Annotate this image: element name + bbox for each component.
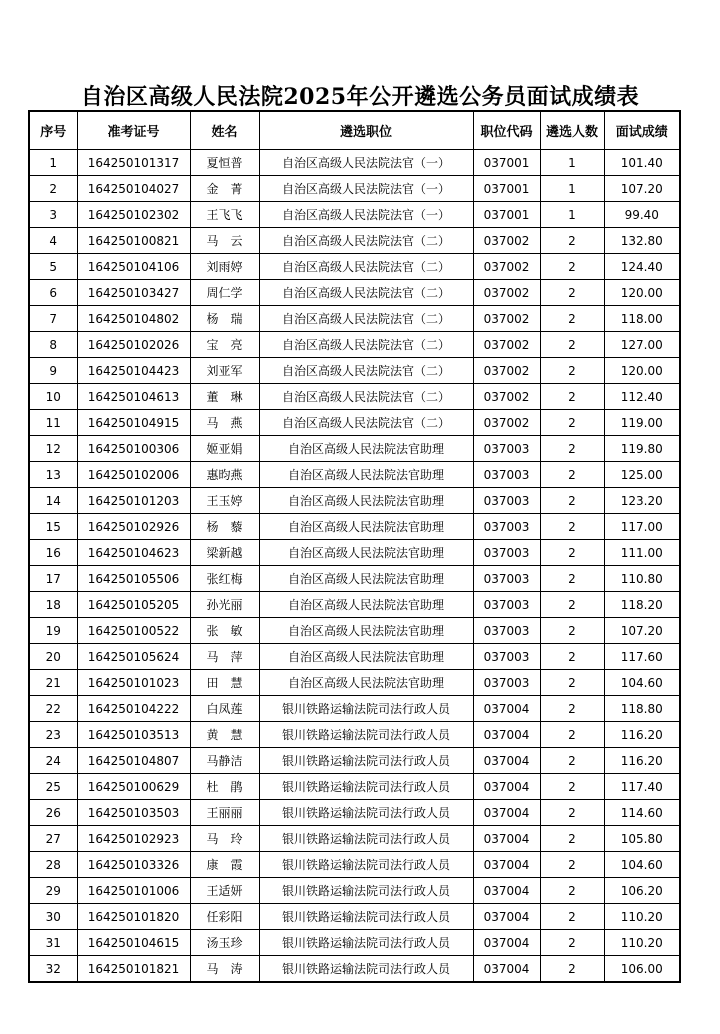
cell-exam-number: 164250104623: [77, 540, 190, 566]
cell-position: 自治区高级人民法院法官助理: [259, 436, 473, 462]
cell-interview-score: 110.80: [604, 566, 680, 592]
cell-position: 银川铁路运输法院司法行政人员: [259, 956, 473, 983]
cell-exam-number: 164250103503: [77, 800, 190, 826]
cell-interview-score: 117.00: [604, 514, 680, 540]
cell-index: 10: [29, 384, 77, 410]
header-exam-number: 准考证号: [77, 111, 190, 150]
table-body: [29, 150, 680, 983]
cell-exam-number: 164250102026: [77, 332, 190, 358]
cell-name: 杜 鹃: [190, 774, 259, 800]
cell-position-code: 037003: [473, 566, 540, 592]
table-row: [29, 384, 680, 410]
cell-quota: 2: [540, 280, 604, 306]
cell-interview-score: 120.00: [604, 280, 680, 306]
cell-position-code: 037002: [473, 358, 540, 384]
cell-index: 6: [29, 280, 77, 306]
cell-index: 28: [29, 852, 77, 878]
cell-name: 惠昀燕: [190, 462, 259, 488]
cell-index: 1: [29, 150, 77, 176]
table-row: [29, 800, 680, 826]
cell-name: 康 霞: [190, 852, 259, 878]
cell-position-code: 037001: [473, 176, 540, 202]
cell-quota: 2: [540, 748, 604, 774]
cell-interview-score: 101.40: [604, 150, 680, 176]
cell-quota: 2: [540, 410, 604, 436]
cell-index: 3: [29, 202, 77, 228]
cell-index: 4: [29, 228, 77, 254]
cell-exam-number: 164250102006: [77, 462, 190, 488]
cell-quota: 2: [540, 800, 604, 826]
cell-exam-number: 164250105506: [77, 566, 190, 592]
cell-index: 23: [29, 722, 77, 748]
cell-quota: 2: [540, 904, 604, 930]
cell-name: 姬亚娟: [190, 436, 259, 462]
cell-position-code: 037002: [473, 384, 540, 410]
cell-quota: 2: [540, 826, 604, 852]
cell-interview-score: 110.20: [604, 904, 680, 930]
cell-quota: 2: [540, 358, 604, 384]
cell-name: 黄 慧: [190, 722, 259, 748]
table-row: [29, 722, 680, 748]
cell-quota: 2: [540, 592, 604, 618]
cell-name: 马静洁: [190, 748, 259, 774]
cell-exam-number: 164250101023: [77, 670, 190, 696]
cell-index: 11: [29, 410, 77, 436]
table-row: [29, 696, 680, 722]
table-row: [29, 956, 680, 983]
cell-position: 银川铁路运输法院司法行政人员: [259, 826, 473, 852]
table-row: [29, 592, 680, 618]
cell-position-code: 037002: [473, 410, 540, 436]
cell-position-code: 037001: [473, 150, 540, 176]
table-row: [29, 176, 680, 202]
cell-interview-score: 124.40: [604, 254, 680, 280]
cell-position: 自治区高级人民法院法官（二）: [259, 306, 473, 332]
cell-name: 梁新越: [190, 540, 259, 566]
table-row: [29, 540, 680, 566]
header-position-code: 职位代码: [473, 111, 540, 150]
header-quota: 遴选人数: [540, 111, 604, 150]
cell-name: 孙光丽: [190, 592, 259, 618]
cell-interview-score: 106.20: [604, 878, 680, 904]
cell-index: 5: [29, 254, 77, 280]
cell-interview-score: 120.00: [604, 358, 680, 384]
cell-position: 自治区高级人民法院法官助理: [259, 540, 473, 566]
table-row: [29, 514, 680, 540]
cell-quota: 2: [540, 306, 604, 332]
header-index: 序号: [29, 111, 77, 150]
cell-index: 27: [29, 826, 77, 852]
cell-quota: 2: [540, 930, 604, 956]
cell-name: 周仁学: [190, 280, 259, 306]
cell-position: 银川铁路运输法院司法行政人员: [259, 748, 473, 774]
cell-exam-number: 164250101006: [77, 878, 190, 904]
cell-exam-number: 164250100629: [77, 774, 190, 800]
cell-name: 马 云: [190, 228, 259, 254]
cell-position: 银川铁路运输法院司法行政人员: [259, 774, 473, 800]
cell-exam-number: 164250104915: [77, 410, 190, 436]
cell-name: 董 琳: [190, 384, 259, 410]
cell-exam-number: 164250101317: [77, 150, 190, 176]
cell-name: 张 敏: [190, 618, 259, 644]
cell-quota: 1: [540, 202, 604, 228]
cell-position-code: 037003: [473, 670, 540, 696]
table-row: [29, 254, 680, 280]
cell-position-code: 037002: [473, 306, 540, 332]
cell-quota: 2: [540, 514, 604, 540]
cell-exam-number: 164250103427: [77, 280, 190, 306]
cell-position-code: 037004: [473, 930, 540, 956]
cell-position: 自治区高级人民法院法官（二）: [259, 332, 473, 358]
cell-position-code: 037004: [473, 696, 540, 722]
cell-index: 21: [29, 670, 77, 696]
cell-exam-number: 164250101821: [77, 956, 190, 983]
cell-name: 马 燕: [190, 410, 259, 436]
cell-position: 自治区高级人民法院法官（二）: [259, 280, 473, 306]
cell-quota: 2: [540, 462, 604, 488]
cell-index: 7: [29, 306, 77, 332]
header-name: 姓名: [190, 111, 259, 150]
table-row: [29, 436, 680, 462]
cell-interview-score: 118.20: [604, 592, 680, 618]
cell-exam-number: 164250104802: [77, 306, 190, 332]
cell-interview-score: 114.60: [604, 800, 680, 826]
cell-interview-score: 127.00: [604, 332, 680, 358]
cell-quota: 2: [540, 566, 604, 592]
cell-name: 汤玉珍: [190, 930, 259, 956]
cell-name: 王玉婷: [190, 488, 259, 514]
cell-name: 马 涛: [190, 956, 259, 983]
table-row: [29, 748, 680, 774]
cell-interview-score: 117.60: [604, 644, 680, 670]
cell-index: 26: [29, 800, 77, 826]
cell-name: 田 慧: [190, 670, 259, 696]
cell-interview-score: 106.00: [604, 956, 680, 983]
cell-position-code: 037004: [473, 826, 540, 852]
cell-position-code: 037004: [473, 774, 540, 800]
cell-exam-number: 164250101820: [77, 904, 190, 930]
cell-position: 自治区高级人民法院法官助理: [259, 592, 473, 618]
table-header-row: [29, 111, 680, 150]
cell-position: 自治区高级人民法院法官（一）: [259, 202, 473, 228]
cell-position: 自治区高级人民法院法官助理: [259, 618, 473, 644]
cell-position-code: 037003: [473, 644, 540, 670]
cell-quota: 1: [540, 176, 604, 202]
cell-position-code: 037004: [473, 748, 540, 774]
cell-index: 30: [29, 904, 77, 930]
cell-exam-number: 164250104423: [77, 358, 190, 384]
cell-position: 自治区高级人民法院法官助理: [259, 566, 473, 592]
table-row: [29, 202, 680, 228]
cell-index: 31: [29, 930, 77, 956]
cell-position: 自治区高级人民法院法官助理: [259, 462, 473, 488]
cell-position-code: 037002: [473, 254, 540, 280]
cell-exam-number: 164250102926: [77, 514, 190, 540]
cell-position-code: 037003: [473, 514, 540, 540]
cell-index: 32: [29, 956, 77, 983]
table-row: [29, 280, 680, 306]
cell-index: 8: [29, 332, 77, 358]
cell-index: 16: [29, 540, 77, 566]
cell-interview-score: 110.20: [604, 930, 680, 956]
cell-interview-score: 111.00: [604, 540, 680, 566]
cell-position: 自治区高级人民法院法官助理: [259, 488, 473, 514]
cell-quota: 2: [540, 332, 604, 358]
cell-exam-number: 164250102302: [77, 202, 190, 228]
cell-index: 20: [29, 644, 77, 670]
table-row: [29, 150, 680, 176]
cell-position-code: 037002: [473, 228, 540, 254]
table-row: [29, 332, 680, 358]
cell-interview-score: 132.80: [604, 228, 680, 254]
cell-name: 马 玲: [190, 826, 259, 852]
table-row: [29, 618, 680, 644]
cell-name: 宝 亮: [190, 332, 259, 358]
cell-interview-score: 119.80: [604, 436, 680, 462]
table-row: [29, 488, 680, 514]
cell-exam-number: 164250104027: [77, 176, 190, 202]
table-row: [29, 462, 680, 488]
cell-quota: 2: [540, 254, 604, 280]
cell-position: 银川铁路运输法院司法行政人员: [259, 800, 473, 826]
cell-quota: 2: [540, 644, 604, 670]
cell-position: 自治区高级人民法院法官（二）: [259, 410, 473, 436]
table-row: [29, 306, 680, 332]
cell-name: 杨 藜: [190, 514, 259, 540]
cell-position: 自治区高级人民法院法官助理: [259, 644, 473, 670]
table-row: [29, 358, 680, 384]
cell-index: 19: [29, 618, 77, 644]
cell-position-code: 037003: [473, 462, 540, 488]
cell-name: 金 菁: [190, 176, 259, 202]
cell-exam-number: 164250100522: [77, 618, 190, 644]
cell-position-code: 037004: [473, 852, 540, 878]
cell-interview-score: 112.40: [604, 384, 680, 410]
cell-index: 2: [29, 176, 77, 202]
cell-exam-number: 164250104222: [77, 696, 190, 722]
cell-position: 自治区高级人民法院法官（二）: [259, 358, 473, 384]
cell-quota: 2: [540, 436, 604, 462]
cell-exam-number: 164250102923: [77, 826, 190, 852]
cell-interview-score: 116.20: [604, 748, 680, 774]
cell-index: 25: [29, 774, 77, 800]
cell-interview-score: 104.60: [604, 852, 680, 878]
cell-quota: 2: [540, 540, 604, 566]
cell-index: 17: [29, 566, 77, 592]
cell-exam-number: 164250100306: [77, 436, 190, 462]
cell-position: 自治区高级人民法院法官（二）: [259, 228, 473, 254]
cell-name: 杨 瑞: [190, 306, 259, 332]
cell-position-code: 037003: [473, 488, 540, 514]
cell-exam-number: 164250101203: [77, 488, 190, 514]
cell-exam-number: 164250103513: [77, 722, 190, 748]
cell-quota: 2: [540, 670, 604, 696]
cell-quota: 2: [540, 488, 604, 514]
cell-index: 12: [29, 436, 77, 462]
table-row: [29, 930, 680, 956]
cell-quota: 2: [540, 384, 604, 410]
cell-interview-score: 116.20: [604, 722, 680, 748]
interview-score-table: [28, 110, 681, 983]
cell-index: 9: [29, 358, 77, 384]
document-title: 自治区高级人民法院2025年公开遴选公务员面试成绩表: [80, 83, 640, 110]
cell-name: 王丽丽: [190, 800, 259, 826]
cell-interview-score: 107.20: [604, 618, 680, 644]
cell-position: 自治区高级人民法院法官助理: [259, 670, 473, 696]
cell-name: 夏恒普: [190, 150, 259, 176]
cell-interview-score: 117.40: [604, 774, 680, 800]
cell-name: 刘雨婷: [190, 254, 259, 280]
table-row: [29, 566, 680, 592]
cell-exam-number: 164250104106: [77, 254, 190, 280]
cell-position: 银川铁路运输法院司法行政人员: [259, 904, 473, 930]
table-row: [29, 228, 680, 254]
cell-exam-number: 164250104615: [77, 930, 190, 956]
cell-interview-score: 123.20: [604, 488, 680, 514]
cell-position: 自治区高级人民法院法官助理: [259, 514, 473, 540]
cell-position-code: 037002: [473, 280, 540, 306]
table-row: [29, 410, 680, 436]
cell-position: 自治区高级人民法院法官（二）: [259, 384, 473, 410]
table-row: [29, 774, 680, 800]
table-row: [29, 904, 680, 930]
header-interview-score: 面试成绩: [604, 111, 680, 150]
cell-index: 15: [29, 514, 77, 540]
cell-quota: 2: [540, 956, 604, 983]
cell-interview-score: 118.80: [604, 696, 680, 722]
cell-position-code: 037004: [473, 956, 540, 983]
cell-index: 22: [29, 696, 77, 722]
cell-position-code: 037002: [473, 332, 540, 358]
header-position: 遴选职位: [259, 111, 473, 150]
cell-name: 白凤莲: [190, 696, 259, 722]
cell-position-code: 037003: [473, 618, 540, 644]
cell-quota: 2: [540, 722, 604, 748]
cell-interview-score: 99.40: [604, 202, 680, 228]
cell-quota: 2: [540, 696, 604, 722]
cell-name: 任彩阳: [190, 904, 259, 930]
cell-position-code: 037003: [473, 436, 540, 462]
cell-position: 银川铁路运输法院司法行政人员: [259, 852, 473, 878]
cell-name: 马 萍: [190, 644, 259, 670]
cell-position-code: 037004: [473, 904, 540, 930]
cell-exam-number: 164250103326: [77, 852, 190, 878]
table-row: [29, 670, 680, 696]
cell-name: 刘亚军: [190, 358, 259, 384]
cell-exam-number: 164250104613: [77, 384, 190, 410]
cell-quota: 2: [540, 618, 604, 644]
cell-interview-score: 105.80: [604, 826, 680, 852]
cell-position-code: 037004: [473, 800, 540, 826]
cell-name: 张红梅: [190, 566, 259, 592]
cell-position-code: 037003: [473, 540, 540, 566]
cell-index: 13: [29, 462, 77, 488]
cell-exam-number: 164250105624: [77, 644, 190, 670]
table-row: [29, 878, 680, 904]
cell-position-code: 037004: [473, 722, 540, 748]
cell-interview-score: 125.00: [604, 462, 680, 488]
table-row: [29, 644, 680, 670]
cell-position: 银川铁路运输法院司法行政人员: [259, 878, 473, 904]
cell-quota: 1: [540, 150, 604, 176]
cell-position: 自治区高级人民法院法官（一）: [259, 176, 473, 202]
cell-position: 自治区高级人民法院法官（一）: [259, 150, 473, 176]
cell-exam-number: 164250104807: [77, 748, 190, 774]
cell-exam-number: 164250105205: [77, 592, 190, 618]
cell-interview-score: 104.60: [604, 670, 680, 696]
cell-quota: 2: [540, 852, 604, 878]
cell-quota: 2: [540, 774, 604, 800]
cell-position: 银川铁路运输法院司法行政人员: [259, 930, 473, 956]
table-row: [29, 852, 680, 878]
cell-position: 银川铁路运输法院司法行政人员: [259, 696, 473, 722]
cell-name: 王适妍: [190, 878, 259, 904]
cell-interview-score: 118.00: [604, 306, 680, 332]
cell-quota: 2: [540, 228, 604, 254]
cell-position-code: 037001: [473, 202, 540, 228]
cell-position: 银川铁路运输法院司法行政人员: [259, 722, 473, 748]
cell-position: 自治区高级人民法院法官（二）: [259, 254, 473, 280]
cell-name: 王飞飞: [190, 202, 259, 228]
cell-interview-score: 107.20: [604, 176, 680, 202]
cell-index: 24: [29, 748, 77, 774]
cell-index: 29: [29, 878, 77, 904]
cell-index: 18: [29, 592, 77, 618]
cell-quota: 2: [540, 878, 604, 904]
cell-exam-number: 164250100821: [77, 228, 190, 254]
cell-interview-score: 119.00: [604, 410, 680, 436]
cell-position-code: 037004: [473, 878, 540, 904]
table-row: [29, 826, 680, 852]
cell-index: 14: [29, 488, 77, 514]
cell-position-code: 037003: [473, 592, 540, 618]
